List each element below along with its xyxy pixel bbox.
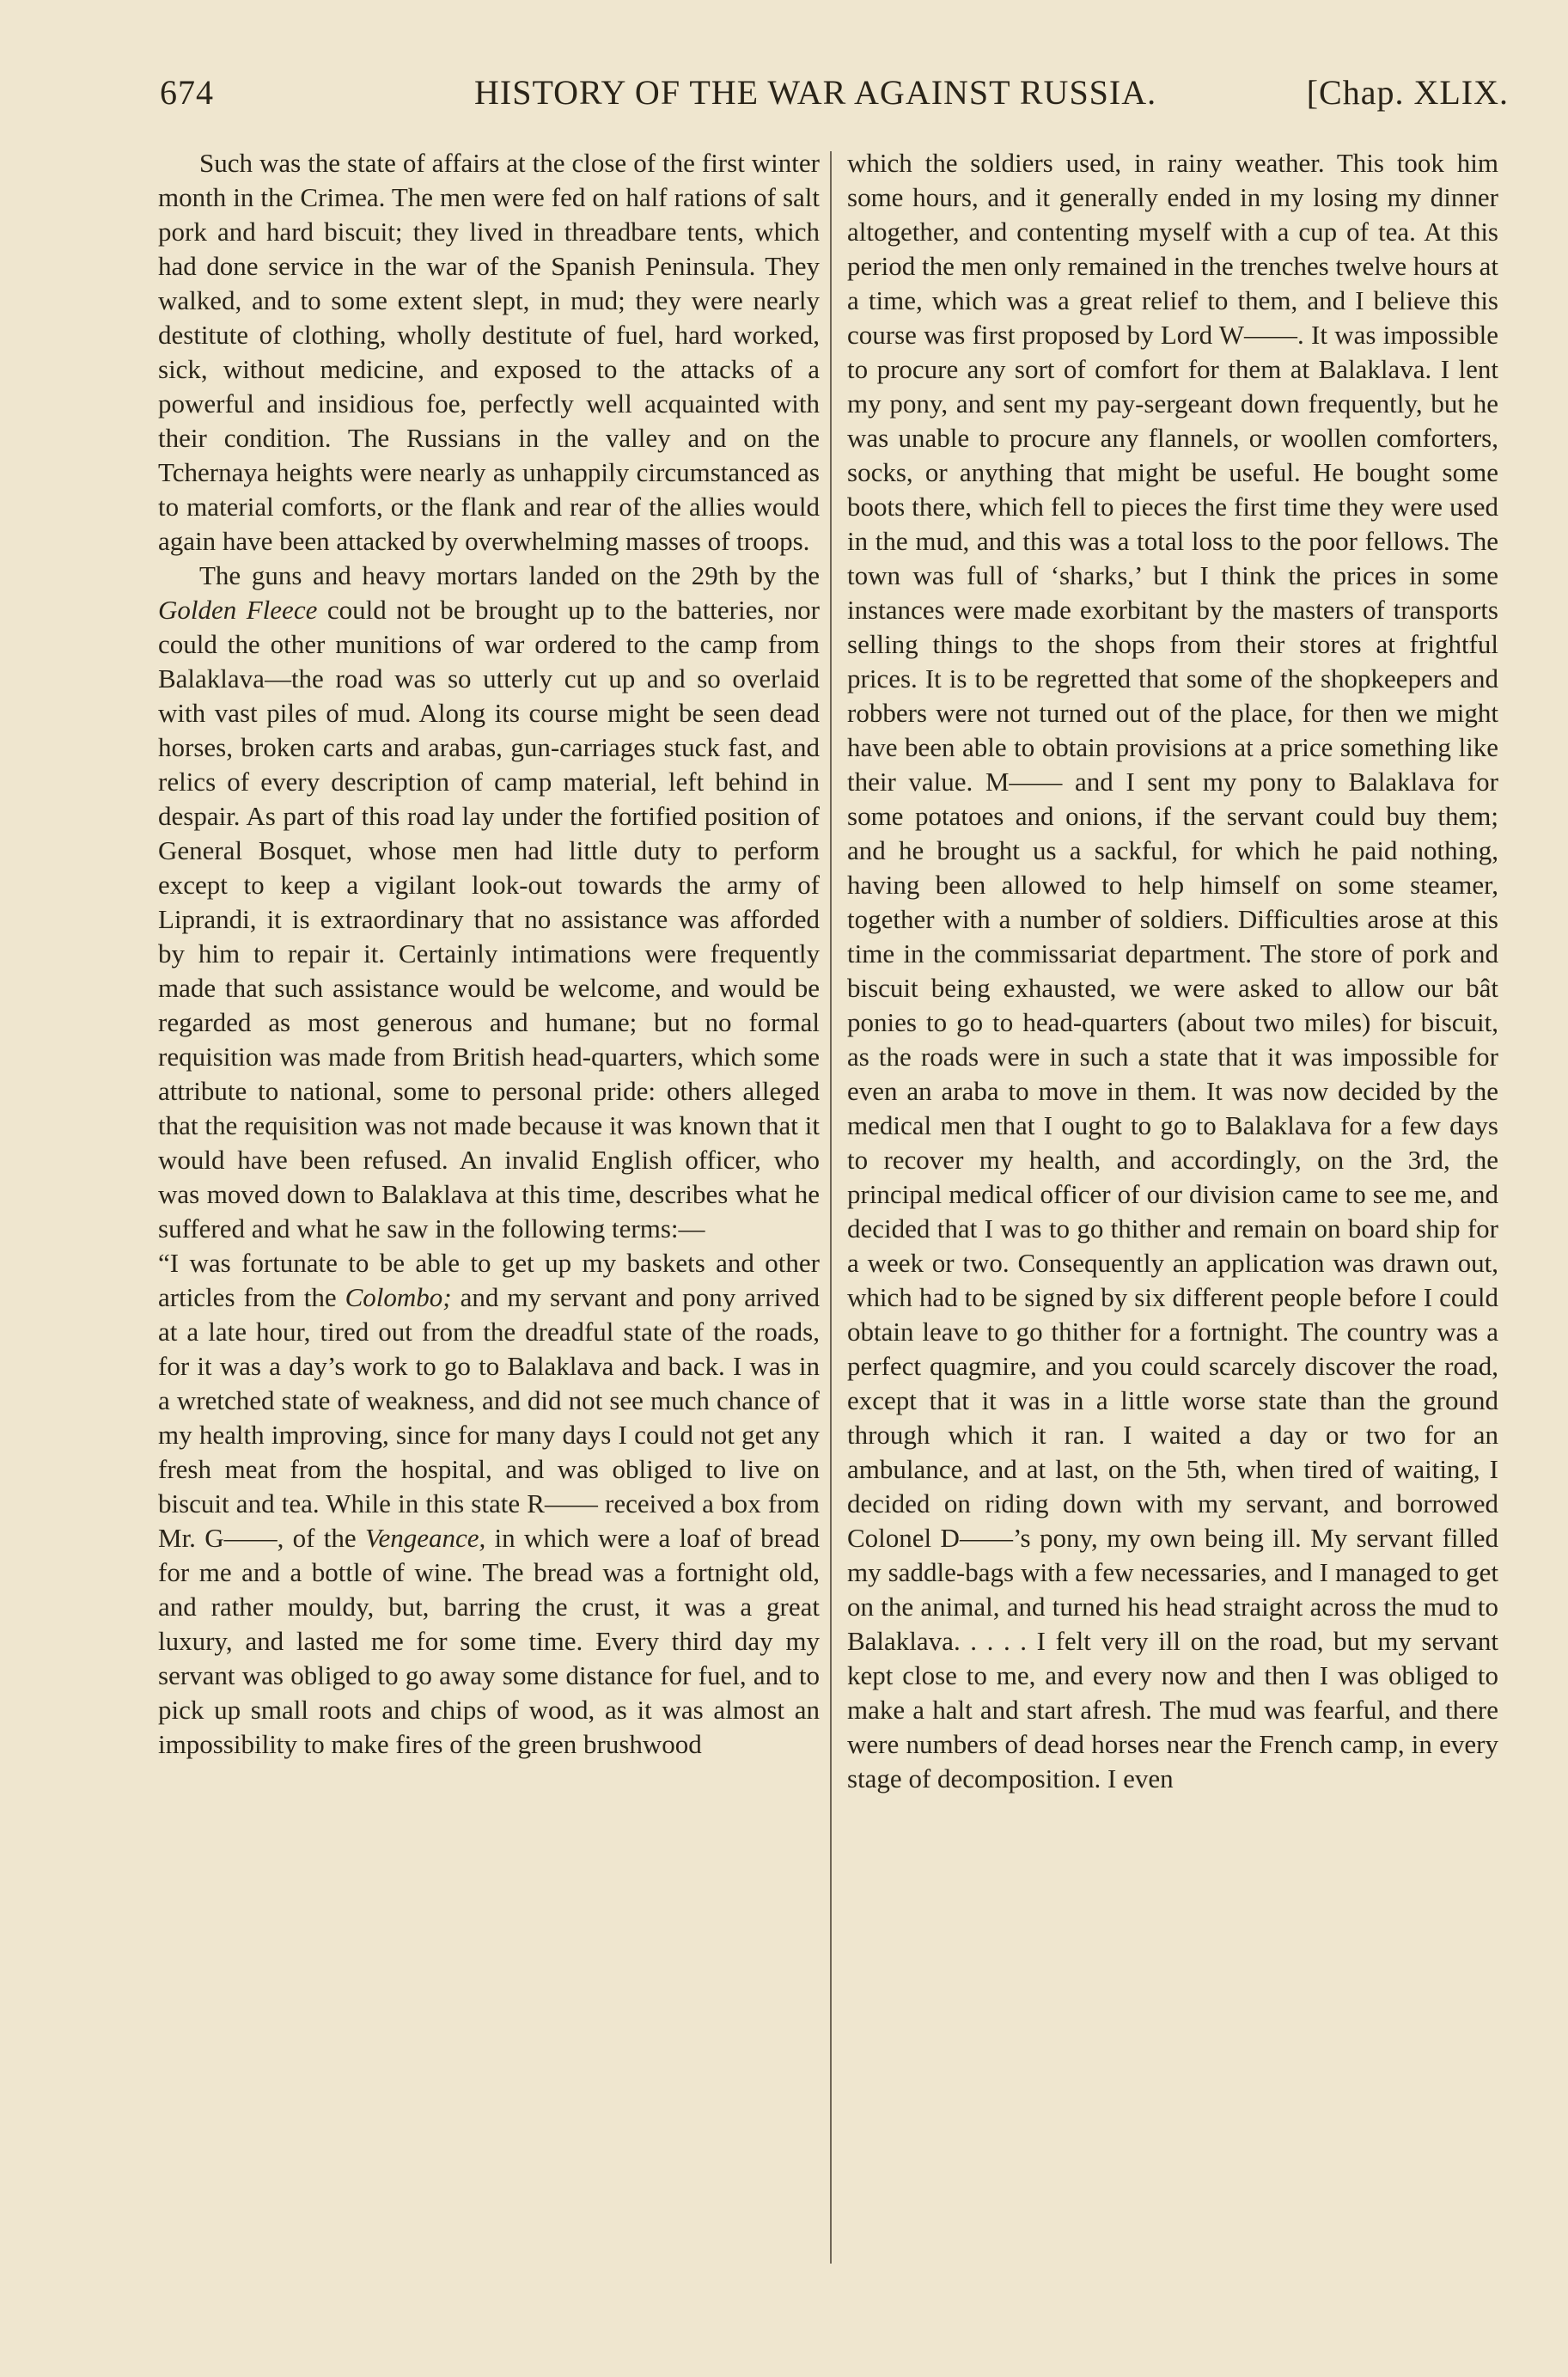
right-column	[847, 146, 1498, 2363]
text-run: The guns and heavy mortars landed on the 29th by the	[199, 560, 820, 590]
running-header	[160, 72, 1509, 124]
ship-name: Vengeance,	[364, 1523, 486, 1553]
quoted-paragraph	[158, 1246, 820, 1762]
left-column	[158, 146, 820, 2363]
ship-name: Golden Fleece	[158, 595, 318, 625]
text-run: “I was fortunate to be able to get up my baskets and other articles from the	[158, 1248, 820, 1312]
paragraph	[158, 559, 820, 1246]
ship-name: Colombo;	[345, 1282, 452, 1312]
text-run: in which were a loaf of bread for me and a bottle of wine. The bread was a fortnight old, and rather mouldy, but, barring the crust, it was a great luxury, and lasted me for some time. Every third day my servant was obliged to go away some distance for fuel, and to pick up small roots and chips of wood, as it was almost an impossibility to make fires of the green brushwood	[158, 1523, 820, 1759]
paragraph: which the soldiers used, in rainy weather. This took him some hours, and it generally ended in my losing my dinner altogether, and contenting myself with a cup of tea. At this period the men only remained in the trenches twelve hours at a time, which was a great relief to them, and I believe this course was first proposed by Lord W——. It was impossible to procure any sort of comfort for them at Balaklava. I lent my pony, and sent my pay-sergeant down frequently, but he was unable to procure any flannels, or woollen comforters, socks, or anything that might be useful. He bought some boots there, which fell to pieces the first time they were used in the mud, and this was a total loss to the poor fellows. The town was full of ‘sharks,’ but I think the prices in some instances were made exorbitant by the masters of transports selling things to the shops from their stores at frightful prices. It is to be regretted that some of the shopkeepers and robbers were not turned out of the place, for then we might have been able to obtain provisions at a price something like their value. M—— and I sent my pony to Balaklava for some potatoes and onions, if the servant could buy them; and he brought us a sackful, for which he paid nothing, having been allowed to help himself on some steamer, together with a number of soldiers. Difficulties arose at this time in the commissariat department. The store of pork and biscuit being exhausted, we were asked to allow our bât ponies to go to head-quarters (about two miles) for biscuit, as the roads were in such a state that it was impossible for even an araba to move in them. It was now decided by the medical men that I ought to go to Balaklava for a few days to recover my health, and accordingly, on the 3rd, the principal medical officer of our division came to see me, and decided that I was to go thither and remain on board ship for a week or two. Consequently an application was drawn out, which had to be signed by six different people before I could obtain leave to go thither for a fortnight. The country was a perfect quagmire, and you could scarcely discover the road, except that it was in a little worse state than the ground through which it ran. I waited a day or two for an ambulance, and at last, on the 5th, when tired of waiting, I decided on riding down with my servant, and borrowed Colonel D——’s pony, my own being ill. My servant filled my saddle-bags with a few necessaries, and I managed to get on the animal, and turned his head straight across the mud to Balaklava. . . . . I felt very ill on the road, but my servant kept close to me, and every now and then I was obliged to make a halt and start afresh. The mud was fearful, and there were numbers of dead horses near the French camp, in every stage of decomposition. I even	[847, 148, 1498, 1793]
paragraph: Such was the state of affairs at the close of the first winter month in the Crimea. The men were fed on half rations of salt pork and hard biscuit; they lived in threadbare tents, which had done service in the war of the Spanish Peninsula. They walked, and to some extent slept, in mud; they were nearly destitute of clothing, wholly destitute of fuel, hard worked, sick, without medicine, and exposed to the attacks of a powerful and insidious foe, perfectly well acquainted with their condition. The Russians in the valley and on the Tchernaya heights were nearly as unhappily circumstanced as to material comforts, or the flank and rear of the allies would again have been attacked by overwhelming masses of troops.	[158, 148, 820, 556]
chapter-label: [Chap. XLIX.	[1306, 73, 1509, 112]
text-run: could not be brought up to the batteries, nor could the other munitions of war ordered to the camp from Balaklava—the road was so utterly cut up and so overlaid with vast piles of mud. Along its course might be seen dead horses, broken carts and arabas, gun-carriages stuck fast, and relics of every description of camp material, left behind in despair. As part of this road lay under the fortified position of General Bosquet, whose men had little duty to perform except to keep a vigilant look-out towards the army of Liprandi, it is extraordinary that no assistance was afforded by him to repair it. Certainly intimations were frequently made that such assistance would be welcome, and would be regarded as most generous and humane; but no formal requisition was made from British head-quarters, which some attribute to national, some to personal pride: others alleged that the requisition was not made because it was known that it would have been refused. An invalid English officer, who was moved down to Balaklava at this time, describes what he suffered and what he saw in the following terms:—	[158, 595, 820, 1243]
running-title: HISTORY OF THE WAR AGAINST RUSSIA.	[474, 73, 1157, 112]
page-number: 674	[160, 73, 214, 112]
column-divider	[830, 151, 832, 2264]
text-run: and my servant and pony arrived at a late hour, tired out from the dreadful state of the roads, for it was a day’s work to go to Balaklava and back. I was in a wretched state of weakness, and did not see much chance of my health improving, since for many days I could not get any fresh meat from the hospital, and was obliged to live on biscuit and tea. While in this state R—— received a box from Mr. G——, of the	[158, 1282, 820, 1553]
